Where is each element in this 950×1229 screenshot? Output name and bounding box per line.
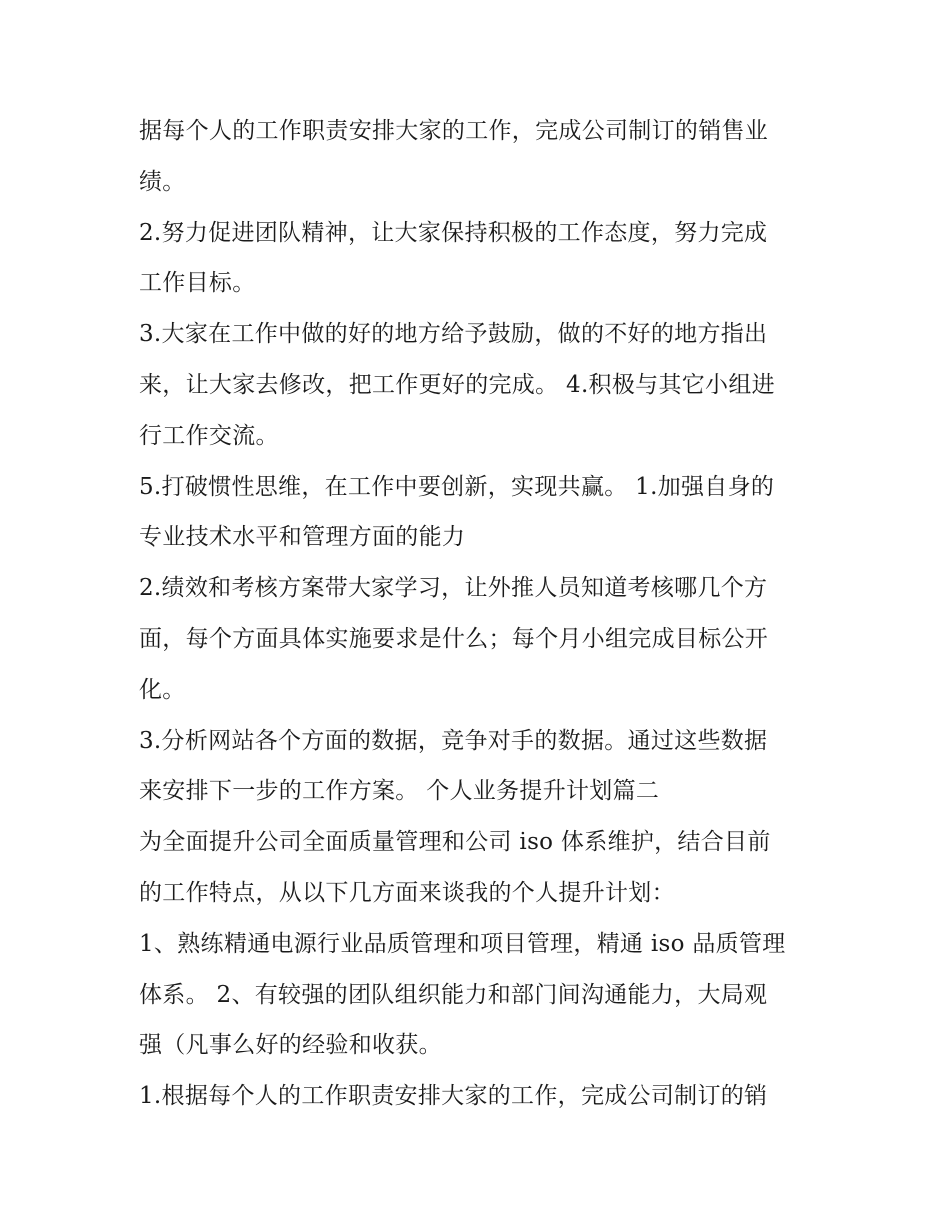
text-line: 工作目标。 xyxy=(139,270,256,297)
text-line: 1、熟练精通电源行业品质管理和项目管理，精通 iso 品质管理 xyxy=(139,930,786,957)
document-body xyxy=(139,106,819,1122)
text-line: 面，每个方面具体实施要求是什么；每个月小组完成目标公开 xyxy=(139,625,769,652)
text-line: 2.努力促进团队精神，让大家保持积极的工作态度，努力完成 xyxy=(139,219,768,246)
text-line: 5.打破惯性思维，在工作中要创新，实现共赢。 1.加强自身的 xyxy=(139,473,775,500)
text-line: 行工作交流。 xyxy=(139,422,279,449)
text-line: 绩。 xyxy=(139,168,186,195)
text-line: 1.根据每个人的工作职责安排大家的工作，完成公司制订的销 xyxy=(139,1083,768,1110)
text-line: 来，让大家去修改，把工作更好的完成。 4.积极与其它小组进 xyxy=(139,371,775,398)
text-line: 3.分析网站各个方面的数据，竞争对手的数据。通过这些数据 xyxy=(139,727,768,754)
text-line: 据每个人的工作职责安排大家的工作，完成公司制订的销售业 xyxy=(139,118,769,144)
text-line: 的工作特点，从以下几方面来谈我的个人提升计划： xyxy=(139,879,675,906)
text-line: 专业技术水平和管理方面的能力 xyxy=(139,524,466,551)
text-line: 来安排下一步的工作方案。 个人业务提升计划篇二 xyxy=(139,778,660,805)
text-line: 3.大家在工作中做的好的地方给予鼓励，做的不好的地方指出 xyxy=(139,321,768,348)
text-line: 化。 xyxy=(139,676,186,703)
text-line: 2.绩效和考核方案带大家学习，让外推人员知道考核哪几个方 xyxy=(139,575,768,602)
text-line: 为全面提升公司全面质量管理和公司 iso 体系维护，结合目前 xyxy=(139,829,771,856)
text-line: 体系。 2、有较强的团队组织能力和部门间沟通能力，大局观 xyxy=(139,981,768,1008)
text-line: 强（凡事么好的经验和收获。 xyxy=(139,1032,442,1059)
